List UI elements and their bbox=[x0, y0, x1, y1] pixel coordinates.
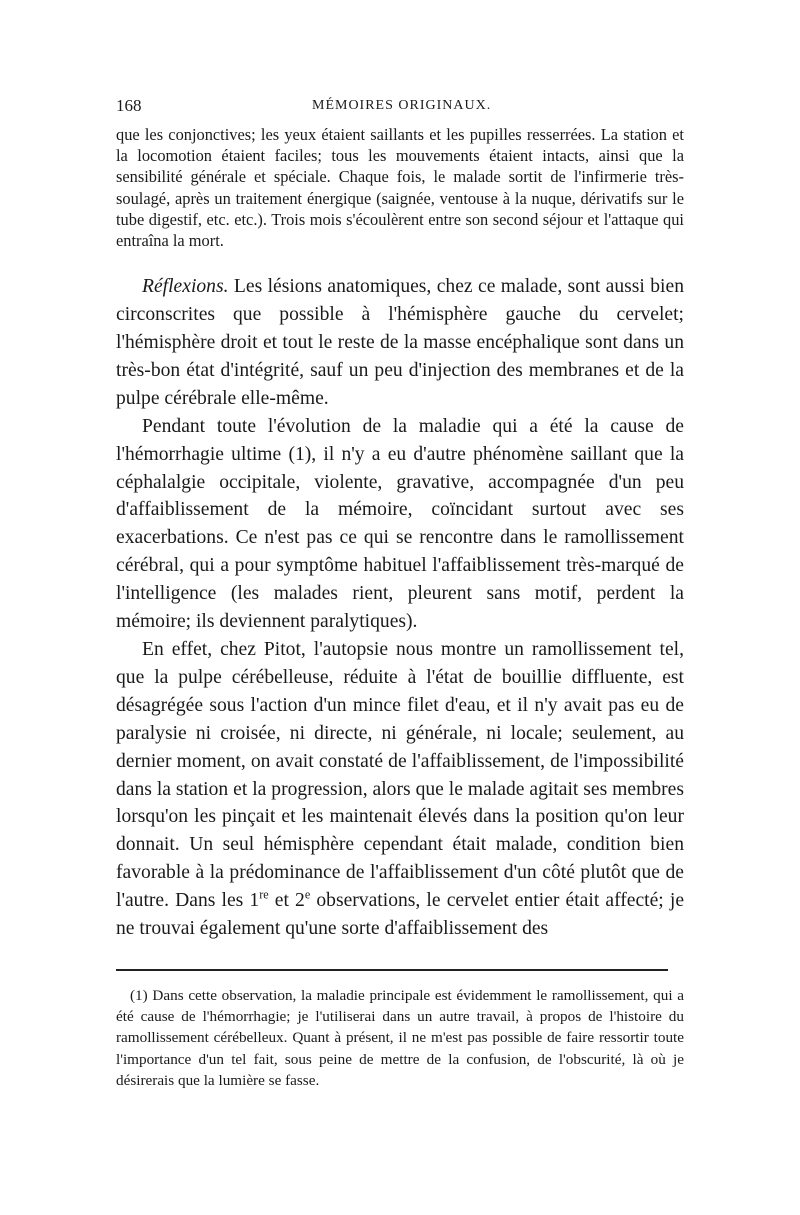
running-head bbox=[116, 92, 684, 120]
reflexions-heading: Réflexions. bbox=[142, 276, 229, 298]
main-text bbox=[116, 273, 684, 943]
footnote-divider bbox=[116, 969, 668, 971]
running-title: MÉMOIRES ORIGINAUX. bbox=[312, 98, 492, 113]
symptoms-paragraph: Pendant toute l'évolution de la maladie qui a été la cause de l'hémorrhagie ultime (1), il n'y a eu d'autre phénomène saillant que la céphalalgie occipitale, violente, gravative, accompagnée d'un peu d'affaiblissement de la mémoire, coïncidant surtout avec ses exacerbations. Ce n'est pas ce qui se rencontre dans le ramollissement cérébral, qui a pour symptôme habituel l'affaiblissement très-marqué de l'intelligence (les malades rient, pleurent sans motif, perdent la mémoire; ils deviennent paralytiques). bbox=[116, 415, 684, 633]
ordinal-superscript-1: re bbox=[259, 887, 269, 902]
book-page bbox=[116, 92, 684, 1091]
reflexions-paragraph bbox=[116, 273, 684, 413]
ordinal-superscript-2: e bbox=[304, 887, 311, 902]
observation-paragraph: que les conjonctives; les yeux étaient saillants et les pupilles resserrées. La station et la locomotion étaient faciles; tous les mouvements étaient intacts, ainsi que la sensibilité générale et spéciale. Chaque fois, le malade sortit de l'infirmerie très-soulagé, après un traitement énergique (saignée, ventouse à la nuque, dérivatifs sur le tube digestif, etc. etc.). Trois mois s'écoulèrent entre son second séjour et l'attaque qui entraîna la mort. bbox=[116, 125, 684, 251]
pitot-text-2: et 2 bbox=[268, 890, 305, 912]
pitot-paragraph bbox=[116, 636, 684, 943]
footnote: (1) Dans cette observation, la maladie principale est évidemment le ramollissement, qui a été cause de l'hémorrhagie; je l'utiliserai dans un autre travail, à propos de l'histoire du ramollissement cérébelleux. Quant à présent, il ne m'est pas possible de faire ressortir toute l'importance d'un tel fait, sous peine de mettre de la confusion, de l'obscurité, là où je désirerais que la lumière se fasse. bbox=[116, 986, 684, 1089]
pitot-text-1: En effet, chez Pitot, l'autopsie nous montre un ramollissement tel, que la pulpe cérébelleuse, réduite à l'état de bouillie diffluente, est désagrégée sous l'action d'un mince filet d'eau, et il n'y avait pas eu de paralysie ni croisée, ni directe, ni générale, ni locale; seulement, au dernier moment, on avait constaté de l'affaiblissement, de l'impossibilité dans la station et la progression, alors que le malade agitait ses membres lorsqu'on les pinçait et les maintenait élevés dans la position qu'on leur donnait. Un seul hémisphère cependant était malade, condition bien favorable à la prédominance de l'affaiblissement d'un côté plutôt que de l'autre. Dans les 1 bbox=[116, 639, 684, 912]
pitot-text-3: observations, le cervelet entier était affecté; je ne trouvai également qu'une sorte d'affaiblissement des bbox=[116, 890, 685, 940]
page-number: 168 bbox=[116, 96, 142, 115]
reflexions-text: Les lésions anatomiques, chez ce malade, sont aussi bien circonscrites que possible à l'hémisphère gauche du cervelet; l'hémisphère droit et tout le reste de la masse encéphalique sont dans un très-bon état d'intégrité, sauf un peu d'injection des membranes et de la pulpe cérébrale elle-même. bbox=[116, 276, 684, 409]
